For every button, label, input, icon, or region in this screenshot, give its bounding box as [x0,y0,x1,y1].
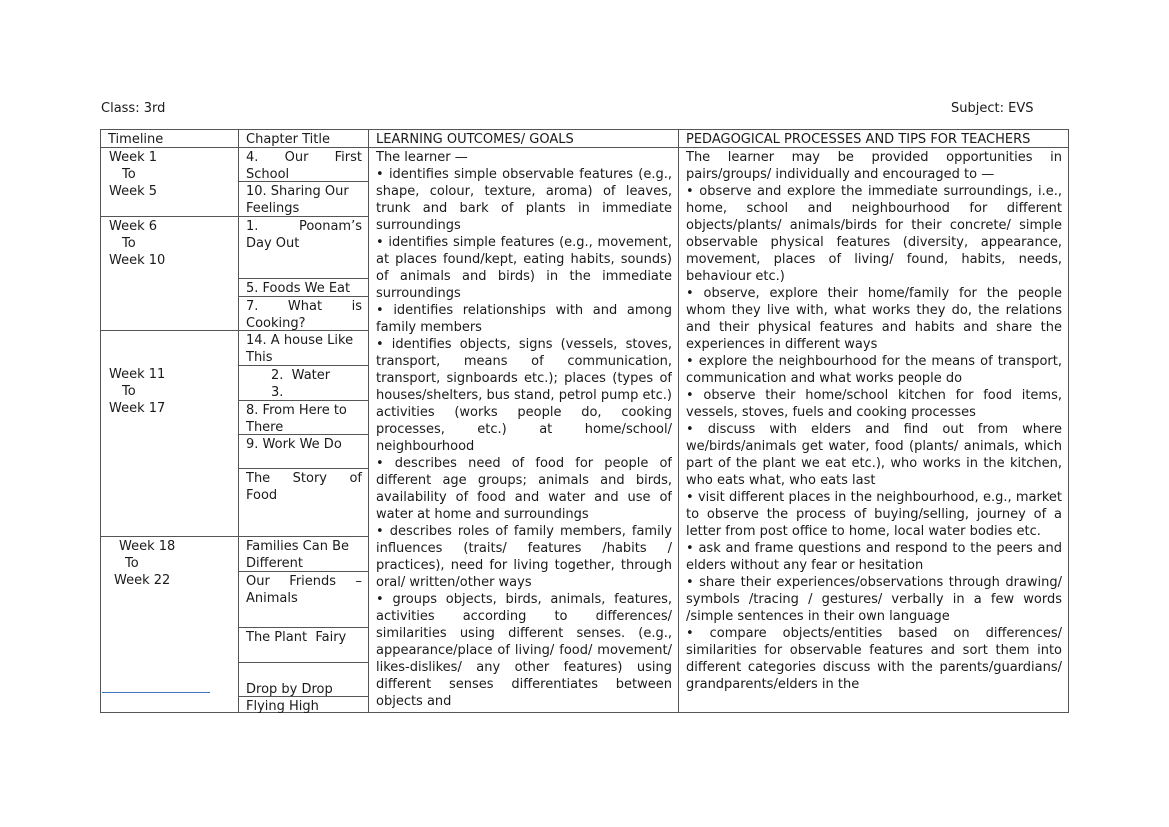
learning-outcomes-text [376,149,672,712]
week-to: To [125,556,139,571]
outcome-item: The learner — [376,150,468,165]
row-divider [101,216,368,217]
chapter-title-line: This [246,350,273,365]
pedagogy-item: • share their experiences/observations through drawing/ symbols /tracing / gestures/ verbally in a few words /simple sentences in their own language [686,575,1062,624]
chapter-title-line: There [246,420,284,435]
timeline-week-1-5 [109,149,157,200]
week-end: Week 17 [109,401,166,416]
chapter-poonams-day-out: 1. Poonam’s [246,219,362,234]
pedagogy-item: • explore the neighbourhood for the means of transport, communication and what works people do [686,354,1062,386]
class-label: Class: 3rd [101,101,166,116]
outcome-item: • groups objects, birds, animals, features, activities according to differences/ similarities using different senses. (e.g., appearance/place of living/ food/ movement/ likes-dislikes/ any other features) using different senses differentiates between objects and [376,592,672,709]
outcome-item: • identifies simple observable features (e.g., shape, colour, texture, aroma) of leaves, trunk and bark of plants in immediate surroundings [376,167,672,233]
outcome-item: • describes roles of family members, family influences (traits/ features /habits / practices), need for living together, through oral/ written/other ways [376,524,672,590]
week-to: To [122,236,136,251]
pedagogy-item: • observe and explore the immediate surroundings, i.e., home, school and neighbourhood for different objects/plants/ animals/birds for their concrete/ simple observable physical features (diversity, appearance, movement, places of living/ found, habits, needs, behaviour etc.) [686,184,1062,284]
chapter-our-friends-animals: Our Friends – [246,574,362,589]
week-start: Week 18 [119,539,176,554]
week-end: Week 22 [114,573,171,588]
chapter-title-line: Different [246,556,303,571]
row-divider [101,536,368,537]
pedagogy-item: • discuss with elders and find out from where we/birds/animals get water, food (plants/ animals, which part of the plant we eat etc.), who works in the kitchen, who eats what, who eats last [686,422,1062,488]
chapter-flying-high: Flying High [246,699,319,714]
timeline-week-18-22 [109,538,175,589]
week-start: Week 6 [109,219,158,234]
chapter-title-line: Feelings [246,201,300,216]
column-divider [678,130,679,712]
pedagogy-item: • compare objects/entities based on differences/ similarities for observable features and sort them into different categories discuss with the parents/guardians/ grandparents/elders in the [686,626,1062,692]
chapter-the-plant-fairy: The Plant Fairy [246,630,347,645]
chapter-water: 2. Water [271,368,331,383]
chapter-title-line: Food [246,488,278,503]
week-start: Week 1 [109,150,158,165]
timeline-week-11-17 [109,366,165,417]
pedagogy-item: • visit different places in the neighbourhood, e.g., market to observe the process of buying/selling, journey of a letter from post office to home, local water bodies etc. [686,490,1062,539]
column-divider [368,130,369,712]
week-start: Week 11 [109,367,166,382]
pedagogy-item: • observe their home/school kitchen for food items, vessels, stoves, fuels and cooking processes [686,388,1062,420]
chapter-families-can-be-different: Families Can Be [246,539,349,554]
row-divider [101,330,368,331]
header-learning-outcomes: LEARNING OUTCOMES/ GOALS [376,132,574,147]
chapter-the-story-of-food: The Story of [246,471,362,486]
chapter-from-here-to-there: 8. From Here to [246,403,347,418]
header-timeline: Timeline [108,132,164,147]
chapter-title-line: School [246,167,290,182]
row-divider [238,468,368,469]
outcome-item: • identifies simple features (e.g., movement, at places found/kept, eating habits, sounds) of animals and birds) in the immediate surroundings [376,235,672,301]
subject-label: Subject: EVS [951,101,1034,116]
pedagogy-item: • ask and frame questions and respond to the peers and elders without any fear or hesitation [686,541,1062,573]
row-divider [238,662,368,663]
column-divider [238,130,239,712]
chapter-number-3: 3. [271,385,284,400]
chapter-what-is-cooking: 7. What is [246,299,362,314]
outcome-item: • identifies objects, signs (vessels, stoves, transport, means of communication, transport, signboards etc.); places (types of houses/shelters, bus stand, petrol pump etc.) activities (works people do, cooking processes, etc.) at home/school/ neighbourhood [376,337,672,454]
week-to: To [122,167,136,182]
chapter-work-we-do: 9. Work We Do [246,437,342,452]
row-divider [238,400,368,401]
pedagogy-item: • observe, explore their home/family for the people whom they live with, what works they do, the relations and their physical features and habits and share the experiences in different ways [686,286,1062,352]
chapter-sharing-our-feelings: 10. Sharing Our [246,184,349,199]
timeline-week-6-10 [109,218,165,269]
header-chapter-title: Chapter Title [246,132,330,147]
chapter-title-line: Animals [246,591,298,606]
chapter-a-house-like-this: 14. A house Like [246,333,354,348]
outcome-item: • describes need of food for people of different age groups; animals and birds, availability of food and water and use of water at home and surroundings [376,456,672,522]
chapter-foods-we-eat: 5. Foods We Eat [246,281,351,296]
row-divider [238,627,368,628]
row-divider [238,278,368,279]
pedagogical-processes-text [686,149,1062,712]
blue-pen-stroke [102,692,210,693]
syllabus-table [100,129,1069,713]
week-end: Week 10 [109,253,166,268]
week-to: To [122,384,136,399]
week-end: Week 5 [109,184,158,199]
header-pedagogical-processes: PEDAGOGICAL PROCESSES AND TIPS FOR TEACHERS [686,132,1031,147]
chapter-title-line: Cooking? [246,316,306,331]
pedagogy-item: The learner may be provided opportunities in pairs/groups/ individually and encouraged to — [686,150,1062,182]
chapter-drop-by-drop: Drop by Drop [246,682,333,697]
chapter-title-line: Day Out [246,236,300,251]
chapter-our-first-school: 4. Our First [246,150,362,165]
outcome-item: • identifies relationships with and among family members [376,303,672,335]
